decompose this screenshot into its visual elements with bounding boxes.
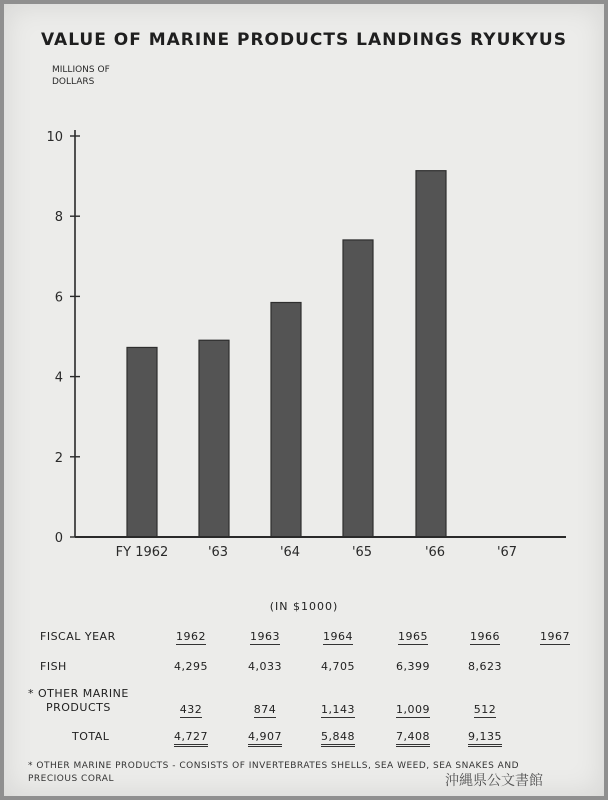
y-tick-label: 6 (54, 290, 63, 306)
table-cell: 512 (473, 703, 497, 716)
table-cell: 7,408 (378, 730, 448, 743)
table-unit-note: (IN $1000) (269, 600, 339, 613)
bar (343, 240, 373, 537)
x-tick-label: '63 (207, 545, 229, 560)
row-label: FISH (40, 660, 67, 673)
y-tick-label: 4 (54, 370, 63, 386)
bar (127, 347, 157, 537)
fiscal-year-label: FISCAL YEAR (40, 630, 116, 643)
x-tick-label: '64 (279, 545, 301, 560)
table-cell: 4,907 (230, 730, 300, 743)
bar (416, 171, 446, 537)
year-header: 1963 (250, 630, 280, 643)
year-header: 1962 (176, 630, 206, 643)
table-cell: 1,143 (321, 703, 355, 716)
bar (271, 302, 301, 537)
y-tick-label: 0 (54, 531, 63, 546)
table-cell: 4,705 (321, 660, 355, 673)
y-tick-label: 10 (46, 130, 63, 145)
y-axis (46, 130, 80, 546)
year-header: 1965 (398, 630, 428, 643)
year-header: 1964 (323, 630, 353, 643)
bars (127, 171, 446, 537)
table-cell: 8,623 (468, 660, 502, 673)
y-tick-label: 8 (54, 210, 63, 226)
x-axis (75, 537, 566, 560)
y-tick-label: 2 (54, 450, 63, 466)
year-header: 1966 (470, 630, 500, 643)
table-cell: 874 (253, 703, 277, 716)
bar (199, 340, 229, 537)
table-cell: 4,727 (156, 730, 226, 743)
row-label: * OTHER MARINE PRODUCTS (28, 687, 129, 714)
x-tick-label: '66 (424, 545, 446, 560)
table-cell: 4,033 (248, 660, 282, 673)
chart-title: VALUE OF MARINE PRODUCTS LANDINGS RYUKYUS (41, 30, 567, 50)
x-tick-label: '67 (496, 545, 518, 560)
table-cell: 1,009 (396, 703, 430, 716)
table-cell: 6,399 (396, 660, 430, 673)
table-cell: 432 (179, 703, 203, 716)
footnote: * OTHER MARINE PRODUCTS - CONSISTS OF INVERTEBRATES SHELLS, SEA WEED, SEA SNAKES AND PRECIOUS CORAL (28, 761, 520, 784)
x-tick-label: '65 (351, 545, 373, 560)
row-label: TOTAL (72, 730, 110, 743)
archive-stamp: 沖縄県公文書館 (445, 773, 543, 789)
x-tick-label: FY 1962 (115, 545, 169, 560)
table-cell: 4,295 (174, 660, 208, 673)
table-cell: 5,848 (303, 730, 373, 743)
y-axis-label-text: MILLIONS OF DOLLARS (52, 65, 110, 87)
table-cell: 9,135 (450, 730, 520, 743)
year-header: 1967 (540, 630, 570, 643)
